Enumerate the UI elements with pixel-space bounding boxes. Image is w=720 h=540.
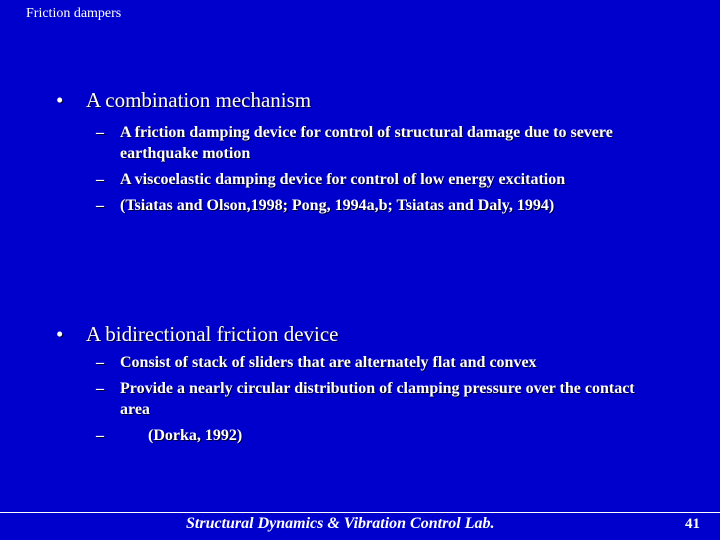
dash-icon: –	[96, 197, 104, 214]
dash-icon: –	[96, 427, 104, 444]
bullet-combination-mechanism	[56, 88, 311, 113]
sub-item-text: A friction damping device for control of structural damage due to severe earthquake motion	[120, 124, 613, 162]
bullet-icon: •	[56, 322, 64, 346]
dash-icon: –	[96, 354, 104, 371]
page-number: 41	[685, 516, 700, 532]
bullet-heading: A combination mechanism	[86, 88, 312, 112]
sub-item	[96, 425, 656, 446]
sub-item	[96, 169, 656, 190]
sub-item-text: (Tsiatas and Olson,1998; Pong, 1994a,b; Tsiatas and Daly, 1994)	[120, 197, 555, 214]
sub-item-text: (Dorka, 1992)	[148, 427, 243, 444]
dash-icon: –	[96, 380, 104, 397]
sub-item	[96, 195, 656, 216]
bullet-heading: A bidirectional friction device	[86, 322, 339, 346]
sub-item	[96, 352, 656, 373]
sub-item-text: A viscoelastic damping device for control of low energy excitation	[120, 171, 566, 188]
footer-divider	[0, 512, 720, 513]
footer-lab-name: Structural Dynamics & Vibration Control Lab.	[186, 515, 495, 532]
sub-item	[96, 122, 656, 164]
sub-item-text: Consist of stack of sliders that are alternately flat and convex	[120, 354, 537, 371]
dash-icon: –	[96, 124, 104, 141]
sub-item-text: Provide a nearly circular distribution of clamping pressure over the contact area	[120, 380, 635, 418]
bullet-bidirectional-friction-device	[56, 322, 339, 347]
slide-header-title: Friction dampers	[26, 6, 122, 21]
dash-icon: –	[96, 171, 104, 188]
sublist-combination-mechanism	[96, 122, 656, 221]
sublist-bidirectional-friction-device	[96, 352, 656, 451]
bullet-icon: •	[56, 88, 64, 112]
sub-item	[96, 378, 656, 420]
